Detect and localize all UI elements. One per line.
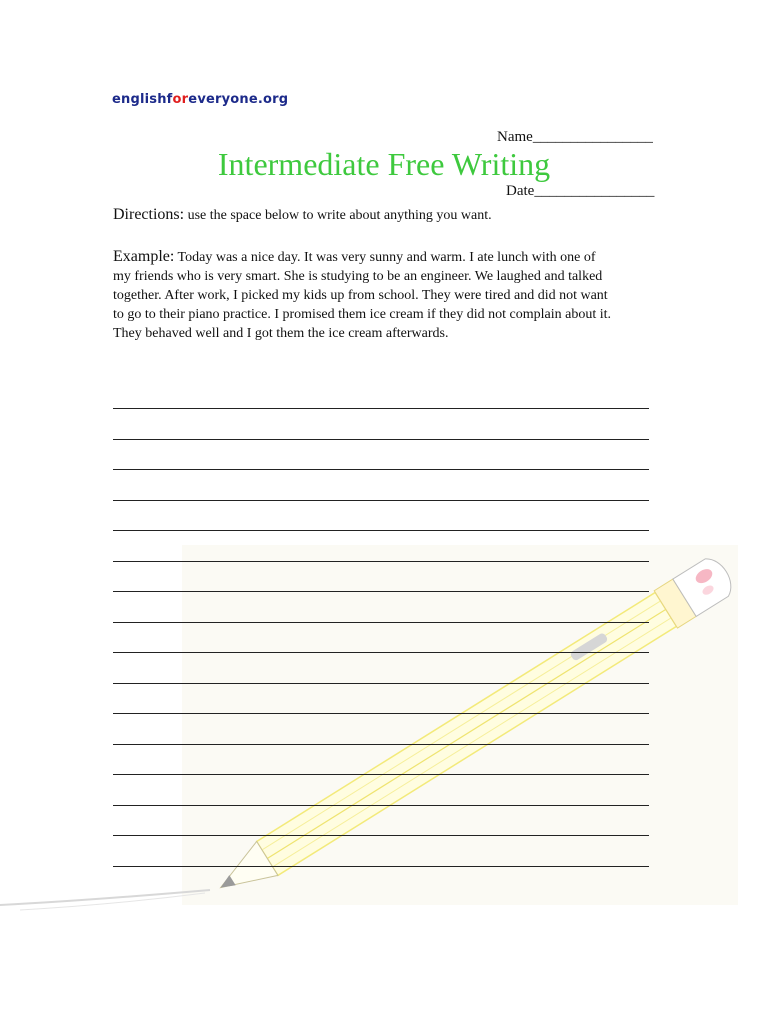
date-field[interactable]: Date________________ bbox=[506, 183, 655, 199]
writing-line[interactable] bbox=[113, 408, 649, 439]
name-field[interactable]: Name________________ bbox=[497, 129, 653, 145]
writing-line[interactable] bbox=[113, 866, 649, 897]
writing-line[interactable] bbox=[113, 591, 649, 622]
writing-line[interactable] bbox=[113, 683, 649, 714]
writing-line[interactable] bbox=[113, 561, 649, 592]
logo-text-everyone: everyone.org bbox=[188, 92, 289, 107]
writing-line[interactable] bbox=[113, 439, 649, 470]
page-title: Intermediate Free Writing bbox=[217, 146, 551, 182]
example-text: Today was a nice day. It was very sunny and warm. I ate lunch with one of bbox=[174, 250, 596, 265]
writing-line[interactable] bbox=[113, 530, 649, 561]
example-line bbox=[113, 247, 653, 267]
writing-area[interactable] bbox=[113, 408, 649, 896]
logo-text-english: englishf bbox=[112, 92, 173, 107]
writing-line[interactable] bbox=[113, 835, 649, 866]
example-line: They behaved well and I got them the ice cream afterwards. bbox=[113, 326, 449, 341]
example-line: my friends who is very smart. She is studying to be an engineer. We laughed and talked bbox=[113, 269, 603, 284]
directions bbox=[113, 206, 492, 224]
writing-line[interactable] bbox=[113, 805, 649, 836]
writing-line[interactable] bbox=[113, 652, 649, 683]
writing-line[interactable] bbox=[113, 469, 649, 500]
example-line: together. After work, I picked my kids up from school. They were tired and did not want bbox=[113, 288, 608, 303]
directions-label: Directions: bbox=[113, 206, 185, 223]
writing-line[interactable] bbox=[113, 622, 649, 653]
example-label: Example: bbox=[113, 248, 175, 265]
example-paragraph bbox=[113, 247, 653, 343]
example-line: to go to their piano practice. I promised them ice cream if they did not complain about it. bbox=[113, 307, 612, 322]
writing-line[interactable] bbox=[113, 774, 649, 805]
writing-line[interactable] bbox=[113, 500, 649, 531]
writing-line[interactable] bbox=[113, 744, 649, 775]
logo-text-for: or bbox=[172, 92, 189, 107]
site-logo[interactable] bbox=[112, 92, 288, 107]
directions-text: use the space below to write about anything you want. bbox=[184, 208, 492, 223]
writing-line[interactable] bbox=[113, 713, 649, 744]
